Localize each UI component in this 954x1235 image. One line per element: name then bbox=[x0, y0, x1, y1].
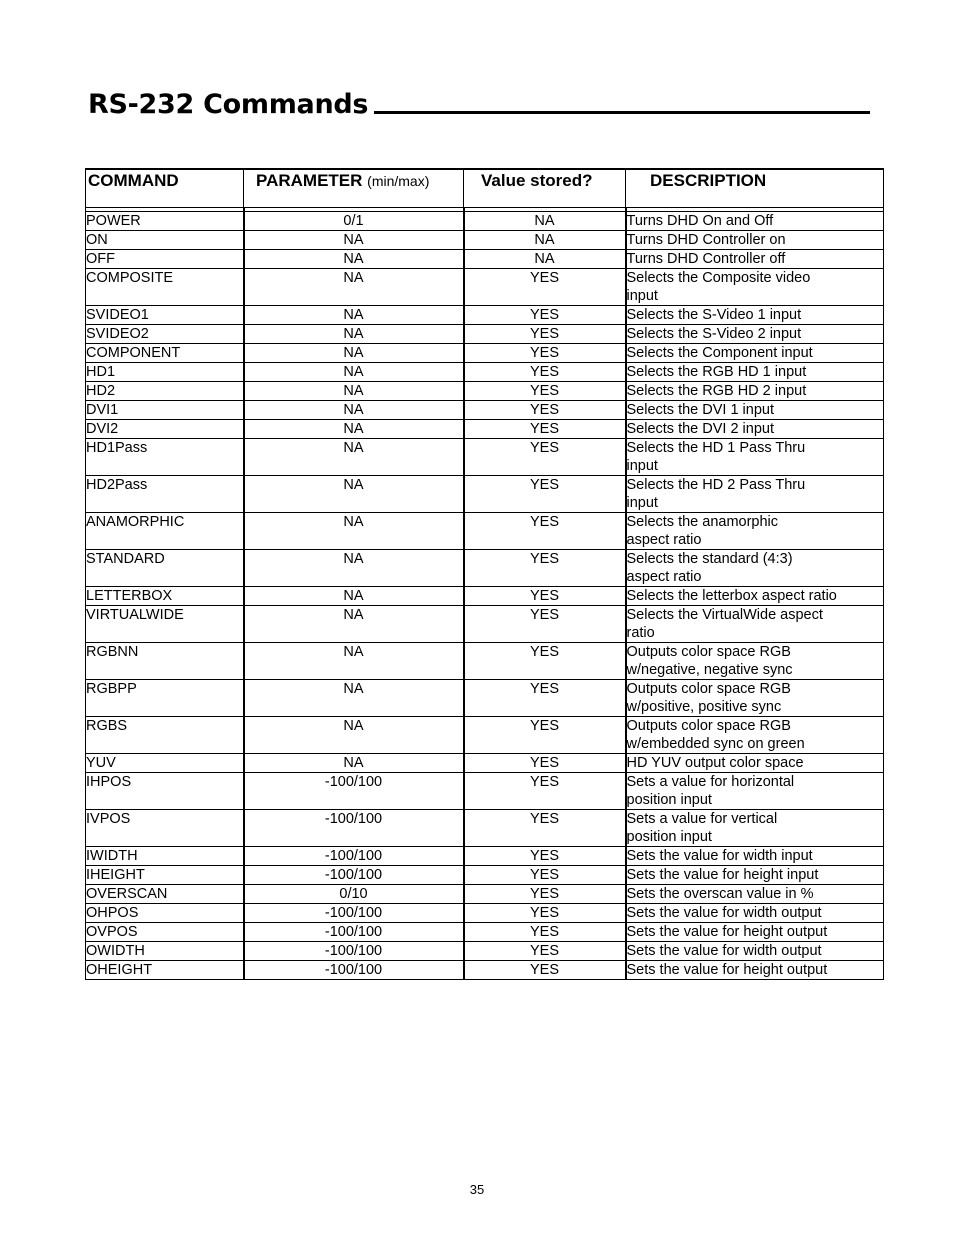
command-cell bbox=[86, 717, 244, 754]
parameter-cell bbox=[244, 847, 464, 866]
description-text: Selects the HD 1 Pass Thru bbox=[626, 440, 806, 456]
parameter-text: -100/100 bbox=[324, 848, 383, 864]
header-value-stored: Value stored? bbox=[464, 169, 626, 208]
command-cell bbox=[86, 382, 244, 401]
command-text: OWIDTH bbox=[86, 943, 145, 959]
value-stored-text: YES bbox=[529, 867, 559, 883]
parameter-text: NA bbox=[343, 718, 364, 734]
value-stored-text: YES bbox=[529, 755, 559, 771]
table-row bbox=[86, 382, 884, 401]
parameter-cell bbox=[244, 810, 464, 847]
parameter-text: NA bbox=[343, 364, 364, 380]
table-row bbox=[86, 439, 884, 476]
description-text: Selects the RGB HD 1 input bbox=[626, 364, 807, 380]
table-row bbox=[86, 885, 884, 904]
value-stored-text: YES bbox=[529, 774, 559, 790]
value-stored-cell bbox=[464, 325, 626, 344]
command-text: IHEIGHT bbox=[86, 867, 145, 883]
parameter-text: NA bbox=[343, 383, 364, 399]
command-cell bbox=[86, 810, 244, 847]
page-number: 35 bbox=[469, 1182, 485, 1197]
parameter-text: NA bbox=[343, 307, 364, 323]
table-row bbox=[86, 401, 884, 420]
description-cell bbox=[626, 306, 884, 325]
parameter-text: NA bbox=[343, 588, 364, 604]
description-text: Sets a value for horizontal bbox=[626, 774, 795, 790]
value-stored-text: YES bbox=[529, 588, 559, 604]
header-row bbox=[86, 169, 884, 208]
table-row bbox=[86, 344, 884, 363]
value-stored-text: YES bbox=[529, 307, 559, 323]
table-row bbox=[86, 231, 884, 250]
description-text: Turns DHD Controller on bbox=[626, 232, 786, 248]
description-cell bbox=[626, 269, 884, 306]
value-stored-cell bbox=[464, 306, 626, 325]
parameter-text: NA bbox=[343, 421, 364, 437]
table-row bbox=[86, 420, 884, 439]
value-stored-text: YES bbox=[529, 943, 559, 959]
value-stored-cell bbox=[464, 269, 626, 306]
description-cell bbox=[626, 550, 884, 587]
rs232-commands-table bbox=[85, 168, 884, 980]
command-cell bbox=[86, 306, 244, 325]
value-stored-cell bbox=[464, 382, 626, 401]
table-row bbox=[86, 923, 884, 942]
command-text: YUV bbox=[86, 755, 116, 771]
table-row bbox=[86, 269, 884, 306]
parameter-cell bbox=[244, 606, 464, 643]
description-cell bbox=[626, 847, 884, 866]
description-text: Selects the Component input bbox=[626, 345, 813, 361]
parameter-text: 0/10 bbox=[339, 886, 368, 902]
description-cell bbox=[626, 382, 884, 401]
command-text: DVI2 bbox=[86, 421, 119, 437]
command-text: IVPOS bbox=[86, 811, 131, 827]
parameter-text: NA bbox=[343, 345, 364, 361]
command-text: SVIDEO1 bbox=[86, 307, 149, 323]
value-stored-text: YES bbox=[529, 364, 559, 380]
parameter-text: NA bbox=[343, 551, 364, 567]
parameter-cell bbox=[244, 866, 464, 885]
table-row bbox=[86, 606, 884, 643]
value-stored-cell bbox=[464, 717, 626, 754]
table-row bbox=[86, 680, 884, 717]
command-cell bbox=[86, 773, 244, 810]
description-text: w/positive, positive sync bbox=[626, 699, 782, 715]
command-text: LETTERBOX bbox=[86, 588, 173, 604]
description-cell bbox=[626, 885, 884, 904]
value-stored-cell bbox=[464, 773, 626, 810]
command-cell bbox=[86, 606, 244, 643]
parameter-text: NA bbox=[343, 440, 364, 456]
parameter-cell bbox=[244, 344, 464, 363]
command-cell bbox=[86, 513, 244, 550]
description-text: Selects the HD 2 Pass Thru bbox=[626, 477, 806, 493]
description-text: Sets the value for width output bbox=[626, 943, 822, 959]
table-row bbox=[86, 717, 884, 754]
parameter-text: NA bbox=[343, 326, 364, 342]
command-text: HD2Pass bbox=[86, 477, 148, 493]
command-cell bbox=[86, 961, 244, 980]
parameter-text: NA bbox=[343, 644, 364, 660]
parameter-text: -100/100 bbox=[324, 811, 383, 827]
value-stored-text: YES bbox=[529, 644, 559, 660]
parameter-cell bbox=[244, 513, 464, 550]
table-row bbox=[86, 476, 884, 513]
parameter-text: -100/100 bbox=[324, 905, 383, 921]
description-text: Sets a value for vertical bbox=[626, 811, 778, 827]
command-cell bbox=[86, 476, 244, 513]
description-cell bbox=[626, 680, 884, 717]
parameter-text: NA bbox=[343, 402, 364, 418]
description-cell bbox=[626, 754, 884, 773]
value-stored-cell bbox=[464, 439, 626, 476]
command-text: OFF bbox=[86, 251, 115, 267]
description-text: Sets the overscan value in % bbox=[626, 886, 814, 902]
command-text: OVPOS bbox=[86, 924, 138, 940]
value-stored-cell bbox=[464, 923, 626, 942]
command-text: COMPOSITE bbox=[86, 270, 174, 286]
description-cell bbox=[626, 587, 884, 606]
table-row bbox=[86, 212, 884, 231]
command-cell bbox=[86, 885, 244, 904]
description-text: Sets the value for height output bbox=[626, 962, 828, 978]
description-cell bbox=[626, 476, 884, 513]
command-cell bbox=[86, 904, 244, 923]
table-row bbox=[86, 513, 884, 550]
value-stored-text: YES bbox=[529, 383, 559, 399]
table-row bbox=[86, 550, 884, 587]
parameter-text: NA bbox=[343, 251, 364, 267]
command-cell bbox=[86, 344, 244, 363]
description-text: Selects the DVI 2 input bbox=[626, 421, 774, 437]
value-stored-cell bbox=[464, 401, 626, 420]
header-parameter-note: (min/max) bbox=[367, 173, 430, 189]
value-stored-text: YES bbox=[529, 811, 559, 827]
parameter-cell bbox=[244, 904, 464, 923]
value-stored-text: YES bbox=[529, 905, 559, 921]
parameter-text: 0/1 bbox=[343, 213, 364, 229]
description-text: Selects the S-Video 2 input bbox=[626, 326, 802, 342]
command-cell bbox=[86, 680, 244, 717]
value-stored-text: YES bbox=[529, 848, 559, 864]
description-cell bbox=[626, 439, 884, 476]
description-text: Outputs color space RGB bbox=[626, 681, 791, 697]
parameter-cell bbox=[244, 439, 464, 476]
description-cell bbox=[626, 717, 884, 754]
parameter-text: NA bbox=[343, 477, 364, 493]
command-text: VIRTUALWIDE bbox=[86, 607, 184, 623]
description-text: Outputs color space RGB bbox=[626, 644, 791, 660]
description-cell bbox=[626, 866, 884, 885]
description-text: Turns DHD Controller off bbox=[626, 251, 786, 267]
description-text: Outputs color space RGB bbox=[626, 718, 791, 734]
table-row bbox=[86, 961, 884, 980]
value-stored-cell bbox=[464, 363, 626, 382]
value-stored-cell bbox=[464, 606, 626, 643]
description-text: Sets the value for width input bbox=[626, 848, 813, 864]
table-row bbox=[86, 942, 884, 961]
description-text: Sets the value for width output bbox=[626, 905, 822, 921]
value-stored-cell bbox=[464, 231, 626, 250]
description-cell bbox=[626, 606, 884, 643]
value-stored-cell bbox=[464, 513, 626, 550]
value-stored-cell bbox=[464, 885, 626, 904]
table-row bbox=[86, 810, 884, 847]
description-text: input bbox=[626, 288, 658, 304]
command-text: ANAMORPHIC bbox=[86, 514, 185, 530]
value-stored-cell bbox=[464, 212, 626, 231]
parameter-cell bbox=[244, 961, 464, 980]
description-cell bbox=[626, 810, 884, 847]
description-text: Selects the anamorphic bbox=[626, 514, 779, 530]
description-text: position input bbox=[626, 792, 712, 808]
command-cell bbox=[86, 587, 244, 606]
parameter-cell bbox=[244, 476, 464, 513]
header-parameter bbox=[244, 169, 464, 208]
parameter-cell bbox=[244, 643, 464, 680]
value-stored-text: YES bbox=[529, 607, 559, 623]
table-row bbox=[86, 643, 884, 680]
command-cell bbox=[86, 325, 244, 344]
command-cell bbox=[86, 923, 244, 942]
description-cell bbox=[626, 961, 884, 980]
description-text: Selects the standard (4:3) bbox=[626, 551, 793, 567]
description-cell bbox=[626, 923, 884, 942]
value-stored-cell bbox=[464, 476, 626, 513]
command-text: HD2 bbox=[86, 383, 116, 399]
value-stored-cell bbox=[464, 942, 626, 961]
description-text: position input bbox=[626, 829, 712, 845]
value-stored-text: YES bbox=[529, 345, 559, 361]
value-stored-text: NA bbox=[534, 251, 555, 267]
parameter-cell bbox=[244, 325, 464, 344]
value-stored-cell bbox=[464, 904, 626, 923]
description-cell bbox=[626, 401, 884, 420]
description-cell bbox=[626, 231, 884, 250]
title-rule bbox=[374, 111, 870, 114]
parameter-text: NA bbox=[343, 232, 364, 248]
command-text: RGBNN bbox=[86, 644, 139, 660]
description-text: Selects the DVI 1 input bbox=[626, 402, 774, 418]
description-text: Selects the letterbox aspect ratio bbox=[626, 588, 837, 604]
table-row bbox=[86, 866, 884, 885]
command-text: HD1 bbox=[86, 364, 116, 380]
command-cell bbox=[86, 250, 244, 269]
value-stored-cell bbox=[464, 680, 626, 717]
command-cell bbox=[86, 401, 244, 420]
table-row bbox=[86, 306, 884, 325]
command-cell bbox=[86, 269, 244, 306]
value-stored-text: YES bbox=[529, 514, 559, 530]
description-cell bbox=[626, 773, 884, 810]
header-description: DESCRIPTION bbox=[626, 169, 884, 208]
description-text: input bbox=[626, 458, 658, 474]
header-parameter-label: PARAMETER bbox=[256, 171, 363, 190]
description-cell bbox=[626, 643, 884, 680]
value-stored-text: YES bbox=[529, 681, 559, 697]
description-text: aspect ratio bbox=[626, 532, 702, 548]
parameter-text: -100/100 bbox=[324, 774, 383, 790]
command-text: COMPONENT bbox=[86, 345, 181, 361]
table-row bbox=[86, 754, 884, 773]
command-cell bbox=[86, 212, 244, 231]
table-row bbox=[86, 904, 884, 923]
value-stored-cell bbox=[464, 961, 626, 980]
command-text: RGBPP bbox=[86, 681, 137, 697]
value-stored-text: YES bbox=[529, 421, 559, 437]
description-text: w/embedded sync on green bbox=[626, 736, 805, 752]
command-text: RGBS bbox=[86, 718, 128, 734]
parameter-text: NA bbox=[343, 681, 364, 697]
parameter-cell bbox=[244, 773, 464, 810]
description-text: Sets the value for height output bbox=[626, 924, 828, 940]
description-cell bbox=[626, 250, 884, 269]
parameter-cell bbox=[244, 306, 464, 325]
table-header bbox=[86, 169, 884, 208]
parameter-cell bbox=[244, 363, 464, 382]
command-text: SVIDEO2 bbox=[86, 326, 149, 342]
command-text: HD1Pass bbox=[86, 440, 148, 456]
page-title: RS-232 Commands bbox=[88, 89, 369, 120]
value-stored-text: YES bbox=[529, 962, 559, 978]
command-text: POWER bbox=[86, 213, 141, 229]
parameter-text: NA bbox=[343, 514, 364, 530]
table-row bbox=[86, 325, 884, 344]
description-text: Selects the VirtualWide aspect bbox=[626, 607, 823, 623]
command-cell bbox=[86, 754, 244, 773]
value-stored-text: YES bbox=[529, 551, 559, 567]
parameter-text: NA bbox=[343, 755, 364, 771]
value-stored-cell bbox=[464, 250, 626, 269]
value-stored-text: NA bbox=[534, 213, 555, 229]
value-stored-text: YES bbox=[529, 924, 559, 940]
command-cell bbox=[86, 942, 244, 961]
description-cell bbox=[626, 212, 884, 231]
parameter-text: -100/100 bbox=[324, 943, 383, 959]
command-cell bbox=[86, 231, 244, 250]
parameter-text: -100/100 bbox=[324, 924, 383, 940]
value-stored-cell bbox=[464, 847, 626, 866]
command-text: IWIDTH bbox=[86, 848, 138, 864]
parameter-cell bbox=[244, 717, 464, 754]
value-stored-text: YES bbox=[529, 886, 559, 902]
description-text: HD YUV output color space bbox=[626, 755, 804, 771]
value-stored-text: YES bbox=[529, 270, 559, 286]
command-text: OHEIGHT bbox=[86, 962, 153, 978]
parameter-cell bbox=[244, 401, 464, 420]
parameter-text: NA bbox=[343, 607, 364, 623]
command-text: DVI1 bbox=[86, 402, 119, 418]
value-stored-text: YES bbox=[529, 477, 559, 493]
description-cell bbox=[626, 344, 884, 363]
description-cell bbox=[626, 942, 884, 961]
description-text: Turns DHD On and Off bbox=[626, 213, 774, 229]
description-cell bbox=[626, 513, 884, 550]
table-row bbox=[86, 847, 884, 866]
value-stored-text: YES bbox=[529, 402, 559, 418]
command-cell bbox=[86, 847, 244, 866]
parameter-cell bbox=[244, 269, 464, 306]
parameter-cell bbox=[244, 587, 464, 606]
command-text: OHPOS bbox=[86, 905, 139, 921]
parameter-cell bbox=[244, 420, 464, 439]
parameter-cell bbox=[244, 754, 464, 773]
description-cell bbox=[626, 420, 884, 439]
table-row bbox=[86, 773, 884, 810]
parameter-cell bbox=[244, 550, 464, 587]
command-text: ON bbox=[86, 232, 108, 248]
value-stored-cell bbox=[464, 754, 626, 773]
description-text: Selects the Composite video bbox=[626, 270, 811, 286]
value-stored-cell bbox=[464, 643, 626, 680]
parameter-cell bbox=[244, 680, 464, 717]
description-cell bbox=[626, 363, 884, 382]
description-text: w/negative, negative sync bbox=[626, 662, 793, 678]
command-cell bbox=[86, 420, 244, 439]
parameter-text: -100/100 bbox=[324, 867, 383, 883]
parameter-cell bbox=[244, 885, 464, 904]
value-stored-text: YES bbox=[529, 440, 559, 456]
parameter-text: NA bbox=[343, 270, 364, 286]
value-stored-cell bbox=[464, 550, 626, 587]
description-text: ratio bbox=[626, 625, 655, 641]
page-header bbox=[88, 86, 870, 120]
table-row bbox=[86, 363, 884, 382]
description-text: aspect ratio bbox=[626, 569, 702, 585]
description-cell bbox=[626, 325, 884, 344]
command-text: OVERSCAN bbox=[86, 886, 168, 902]
value-stored-cell bbox=[464, 420, 626, 439]
value-stored-cell bbox=[464, 810, 626, 847]
command-text: STANDARD bbox=[86, 551, 165, 567]
value-stored-cell bbox=[464, 587, 626, 606]
table-row bbox=[86, 250, 884, 269]
description-text: input bbox=[626, 495, 658, 511]
table-row bbox=[86, 587, 884, 606]
parameter-cell bbox=[244, 923, 464, 942]
parameter-cell bbox=[244, 231, 464, 250]
value-stored-text: NA bbox=[534, 232, 555, 248]
description-text: Selects the S-Video 1 input bbox=[626, 307, 802, 323]
value-stored-text: YES bbox=[529, 718, 559, 734]
parameter-cell bbox=[244, 212, 464, 231]
value-stored-cell bbox=[464, 344, 626, 363]
command-text: IHPOS bbox=[86, 774, 132, 790]
description-text: Sets the value for height input bbox=[626, 867, 819, 883]
parameter-cell bbox=[244, 942, 464, 961]
description-text: Selects the RGB HD 2 input bbox=[626, 383, 807, 399]
header-command: COMMAND bbox=[86, 169, 244, 208]
command-cell bbox=[86, 643, 244, 680]
table-body bbox=[86, 208, 884, 980]
parameter-cell bbox=[244, 250, 464, 269]
parameter-text: -100/100 bbox=[324, 962, 383, 978]
command-cell bbox=[86, 439, 244, 476]
command-cell bbox=[86, 363, 244, 382]
parameter-cell bbox=[244, 382, 464, 401]
command-cell bbox=[86, 866, 244, 885]
value-stored-text: YES bbox=[529, 326, 559, 342]
value-stored-cell bbox=[464, 866, 626, 885]
command-cell bbox=[86, 550, 244, 587]
description-cell bbox=[626, 904, 884, 923]
